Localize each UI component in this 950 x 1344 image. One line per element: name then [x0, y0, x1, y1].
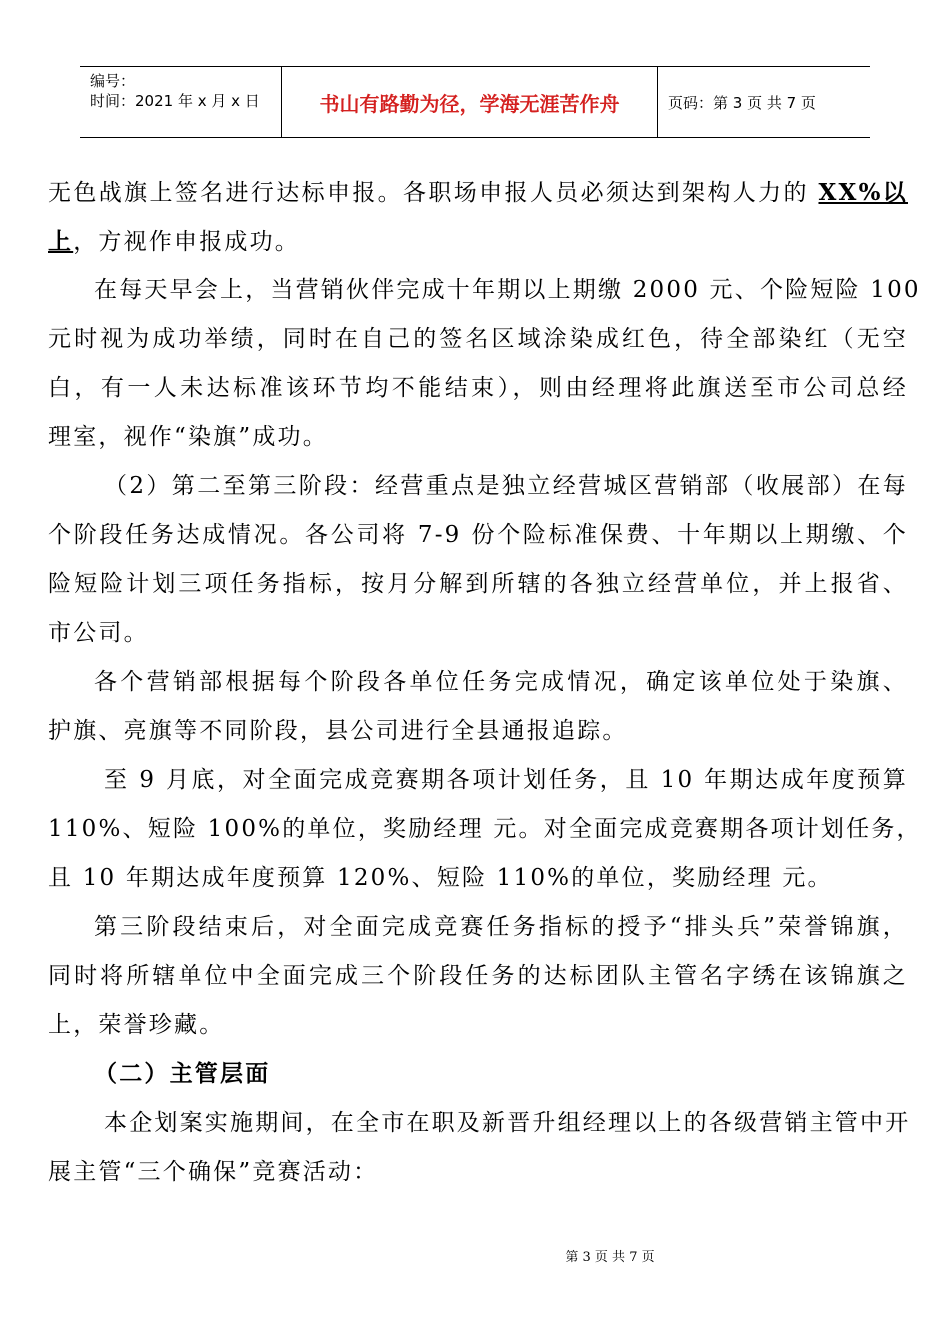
text-line: 至 9 月底，对全面完成竞赛期各项计划任务，且 10 年期达成年度预算: [104, 767, 908, 793]
text-line: 个阶段任务达成情况。各公司将 7-9 份个险标准保费、十年期以上期缴、个: [48, 522, 908, 548]
section-heading: （二）主管层面: [94, 1061, 271, 1087]
text-line: 护旗、亮旗等不同阶段，县公司进行全县通报追踪。: [48, 718, 628, 744]
text-line: 第三阶段结束后，对全面完成竞赛任务指标的授予“排头兵”荣誉锦旗，: [94, 914, 908, 940]
header-page-label: 页码：第 3 页 共 7 页: [668, 93, 816, 112]
text-line: 上，荣誉珍藏。: [48, 1012, 225, 1038]
text-line: 无色战旗上签名进行达标申报。各职场申报人员必须达到架构人力的 XX%以: [48, 179, 908, 206]
page-header: [80, 66, 870, 138]
text-line: 本企划案实施期间，在全市在职及新晋升组经理以上的各级营销主管中开: [104, 1110, 911, 1136]
text-line: 元时视为成功举绩，同时在自己的签名区域涂染成红色，待全部染红（无空: [48, 326, 908, 352]
text-line: 展主管“三个确保”竞赛活动：: [48, 1159, 379, 1185]
header-motto: 书山有路勤为径，学海无涯苦作舟: [282, 67, 658, 137]
text-line: 险短险计划三项任务指标，按月分解到所辖的各独立经营单位，并上报省、: [48, 571, 908, 597]
underlined-text: 上: [48, 228, 74, 255]
text-line: 同时将所辖单位中全面完成三个阶段任务的达标团队主管名字绣在该锦旗之: [48, 963, 908, 989]
text-line: 白，有一人未达标准该环节均不能结束），则由经理将此旗送至市公司总经: [48, 375, 908, 401]
text-line: 在每天早会上，当营销伙伴完成十年期以上期缴 2000 元、个险短险 100: [94, 277, 921, 303]
text-line: 各个营销部根据每个阶段各单位任务完成情况，确定该单位处于染旗、: [94, 669, 908, 695]
header-meta: [80, 67, 282, 137]
text-line: 上，方视作申报成功。: [48, 228, 301, 255]
text-line: 市公司。: [48, 620, 149, 646]
page-footer: 第 3 页 共 7 页: [565, 1250, 655, 1265]
number-label: 编号：: [90, 72, 136, 90]
text-line: 理室，视作“染旗”成功。: [48, 424, 328, 450]
time-label: 时间：2021 年 x 月 x 日: [90, 92, 260, 110]
text-line: 且 10 年期达成年度预算 120%、短险 110%的单位，奖励经理 元。: [48, 865, 833, 891]
document-body: [48, 168, 922, 1197]
underlined-text: XX%以: [818, 179, 908, 206]
text-line: （2）第二至第三阶段：经营重点是独立经营城区营销部（收展部）在每: [104, 473, 908, 499]
text-line: 110%、短险 100%的单位，奖励经理 元。对全面完成竞赛期各项计划任务，: [48, 816, 922, 842]
